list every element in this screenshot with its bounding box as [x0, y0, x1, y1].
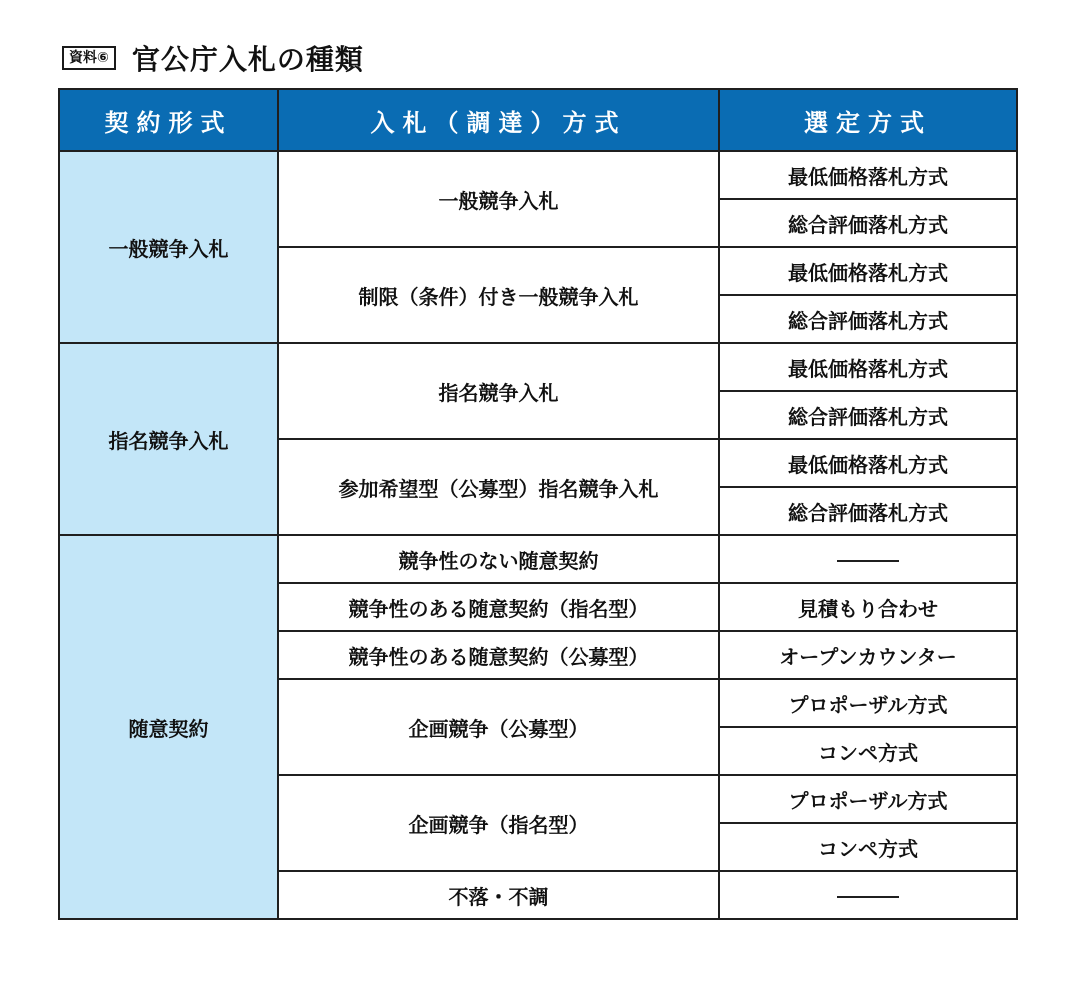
column-header-selection-method: 選定方式: [719, 89, 1017, 151]
bidding-method-cell: 指名競争入札: [278, 343, 719, 439]
selection-method-cell: コンペ方式: [719, 727, 1017, 775]
selection-method-cell: 最低価格落札方式: [719, 439, 1017, 487]
column-header-bidding-method: 入札（調達）方式: [278, 89, 719, 151]
title-row: [62, 38, 364, 78]
selection-method-cell: プロポーザル方式: [719, 775, 1017, 823]
bidding-method-cell: 参加希望型（公募型）指名競争入札: [278, 439, 719, 535]
bidding-method-cell: 不落・不調: [278, 871, 719, 919]
table-header-row: [59, 89, 1017, 151]
selection-method-cell: [719, 871, 1017, 919]
selection-method-cell: 最低価格落札方式: [719, 343, 1017, 391]
bidding-method-cell: 競争性のない随意契約: [278, 535, 719, 583]
selection-method-cell: [719, 535, 1017, 583]
not-applicable-dash: [837, 560, 899, 562]
document-tag: 資料⑥: [62, 46, 116, 70]
selection-method-cell: 最低価格落札方式: [719, 151, 1017, 199]
contract-type-cell: 随意契約: [59, 535, 278, 919]
table-row: [59, 151, 1017, 199]
not-applicable-dash: [837, 896, 899, 898]
bidding-method-cell: 企画競争（公募型）: [278, 679, 719, 775]
bidding-method-cell: 一般競争入札: [278, 151, 719, 247]
bidding-types-table: [58, 88, 1018, 920]
bidding-method-cell: 制限（条件）付き一般競争入札: [278, 247, 719, 343]
selection-method-cell: 最低価格落札方式: [719, 247, 1017, 295]
selection-method-cell: 総合評価落札方式: [719, 295, 1017, 343]
selection-method-cell: オープンカウンター: [719, 631, 1017, 679]
page-title: 官公庁入札の種類: [131, 43, 364, 76]
selection-method-cell: 総合評価落札方式: [719, 487, 1017, 535]
selection-method-cell: コンペ方式: [719, 823, 1017, 871]
selection-method-cell: プロポーザル方式: [719, 679, 1017, 727]
table-row: [59, 343, 1017, 391]
selection-method-cell: 見積もり合わせ: [719, 583, 1017, 631]
contract-type-cell: 一般競争入札: [59, 151, 278, 343]
selection-method-cell: 総合評価落札方式: [719, 199, 1017, 247]
bidding-method-cell: 企画競争（指名型）: [278, 775, 719, 871]
bidding-method-cell: 競争性のある随意契約（公募型）: [278, 631, 719, 679]
table-row: [59, 535, 1017, 583]
selection-method-cell: 総合評価落札方式: [719, 391, 1017, 439]
bidding-method-cell: 競争性のある随意契約（指名型）: [278, 583, 719, 631]
contract-type-cell: 指名競争入札: [59, 343, 278, 535]
column-header-contract-type: 契約形式: [59, 89, 278, 151]
